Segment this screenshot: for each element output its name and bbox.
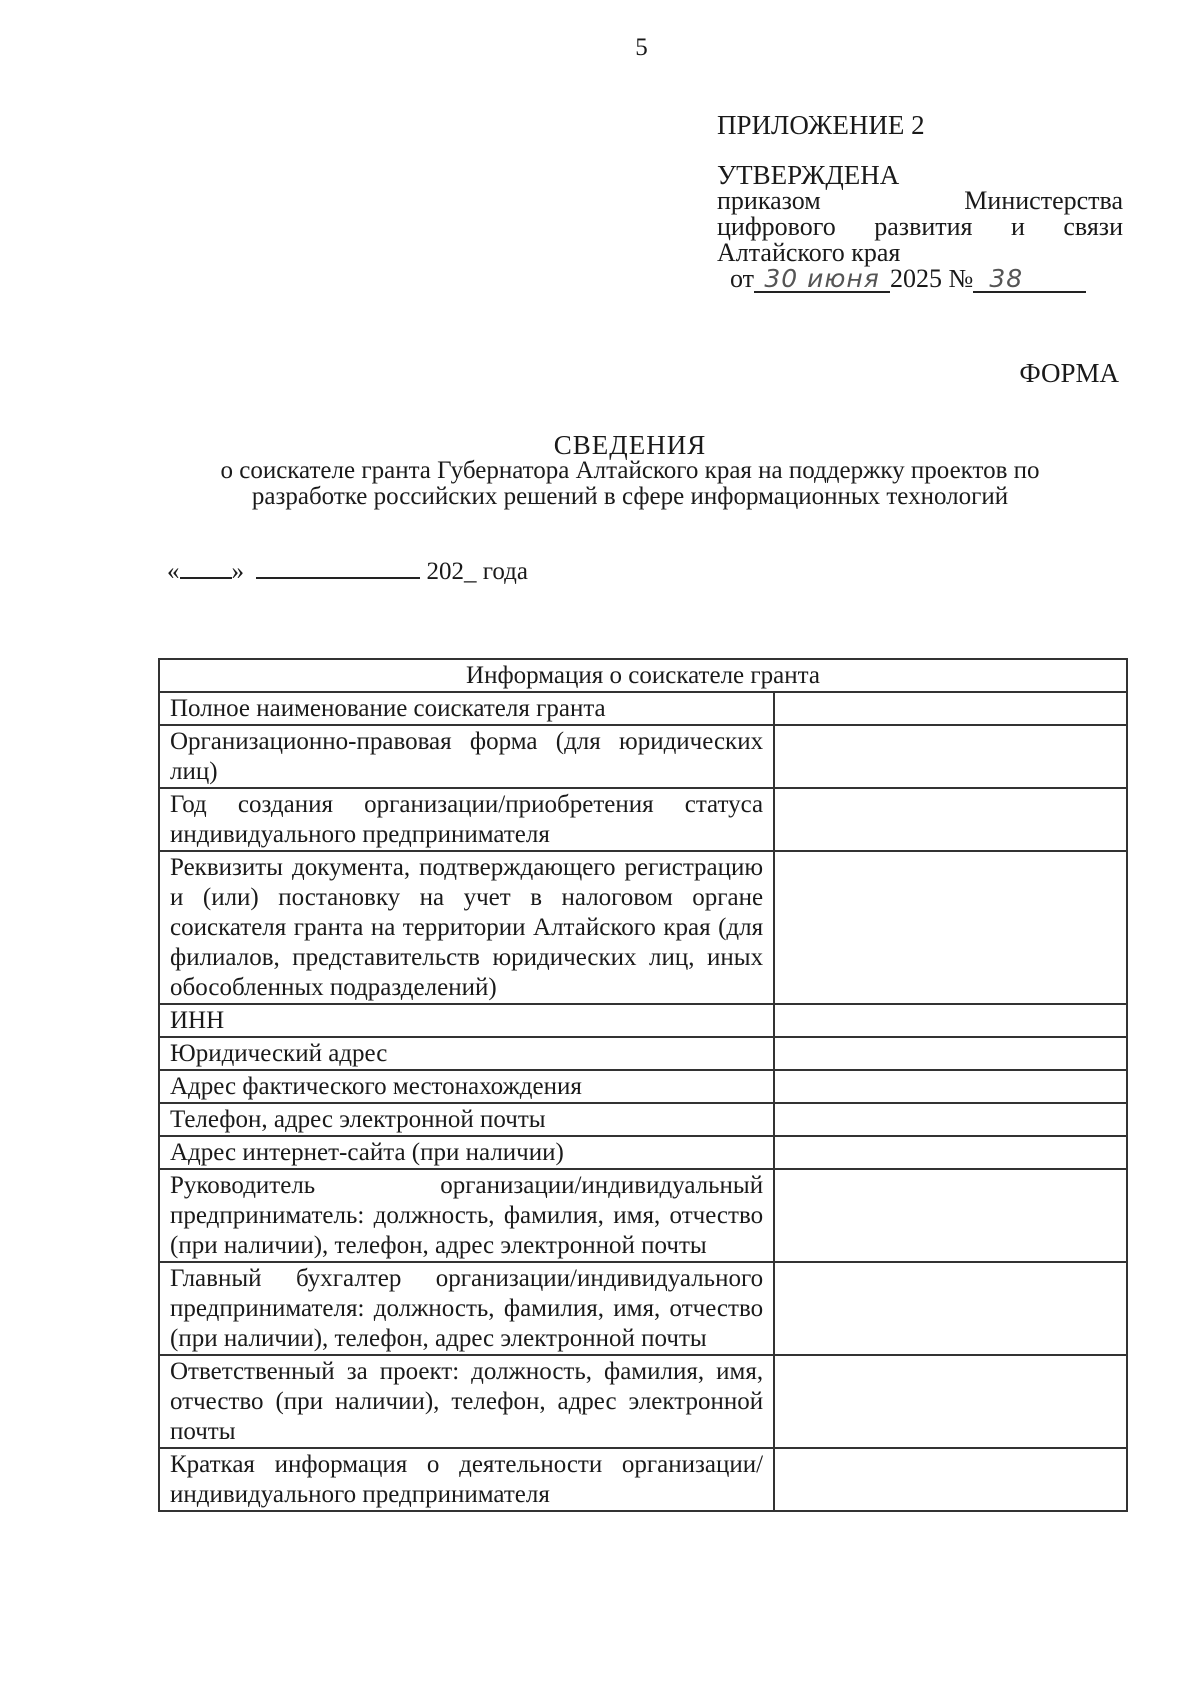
row-label: Реквизиты документа, подтверждающего регистрацию и (или) постановку на учет в налоговом органе соискателя гранта на территории Алтайского края (для филиалов, представительств юридических лиц, иных обособленных подразделений): [159, 851, 774, 1004]
row-value[interactable]: [774, 692, 1127, 725]
table-header: Информация о соискателе гранта: [159, 659, 1127, 692]
approval-date-prefix: от: [730, 264, 755, 293]
approval-line-2: цифрового развития и связи: [717, 212, 1123, 241]
table-row: [159, 1448, 1127, 1511]
row-value[interactable]: [774, 1262, 1127, 1355]
table-row: [159, 851, 1127, 1004]
row-value[interactable]: [774, 1169, 1127, 1262]
table-row: [159, 1136, 1127, 1169]
row-label: Главный бухгалтер организации/индивидуального предпринимателя: должность, фамилия, имя, отчество (при наличии), телефон, адрес электронной почты: [159, 1262, 774, 1355]
row-value[interactable]: [774, 1037, 1127, 1070]
date-close-quote: »: [231, 558, 244, 585]
row-label: Полное наименование соискателя гранта: [159, 692, 774, 725]
row-value[interactable]: [774, 851, 1127, 1004]
row-label: Руководитель организации/индивидуальный предприниматель: должность, фамилия, имя, отчество (при наличии), телефон, адрес электронной почты: [159, 1169, 774, 1262]
row-label: Ответственный за проект: должность, фамилия, имя, отчество (при наличии), телефон, адрес электронной почты: [159, 1355, 774, 1448]
row-label: Краткая информация о деятельности организации/индивидуального предпринимателя: [159, 1448, 774, 1511]
table-row: [159, 1037, 1127, 1070]
day-blank: [180, 555, 232, 579]
approval-block: [717, 162, 1123, 293]
row-value[interactable]: [774, 725, 1127, 788]
row-value[interactable]: [774, 1004, 1127, 1037]
approval-line-1: приказом Министерства: [717, 186, 1123, 215]
handwritten-number: 38: [989, 264, 1024, 293]
row-label: Телефон, адрес электронной почты: [159, 1103, 774, 1136]
approval-line-3: Алтайского края: [717, 238, 901, 267]
month-blank: [256, 555, 420, 579]
document-title-sub: о соискателе гранта Губернатора Алтайского края на поддержку проектов по разработке российских решений в сфере информационных технологий: [220, 457, 1040, 510]
date-open-quote: «: [167, 558, 180, 585]
row-label: ИНН: [159, 1004, 774, 1037]
row-value[interactable]: [774, 1136, 1127, 1169]
approval-year: 2025 №: [890, 264, 974, 293]
table-row: [159, 1355, 1127, 1448]
table-row: [159, 1070, 1127, 1103]
date-template: [167, 555, 528, 586]
table-row: [159, 1004, 1127, 1037]
table-row: [159, 1169, 1127, 1262]
handwritten-date: 30 июня: [764, 264, 880, 293]
applicant-info-table: [158, 658, 1128, 1512]
row-value[interactable]: [774, 1355, 1127, 1448]
row-value[interactable]: [774, 1070, 1127, 1103]
row-label: Адрес интернет-сайта (при наличии): [159, 1136, 774, 1169]
document-title-main: СВЕДЕНИЯ: [553, 430, 707, 460]
appendix-label: ПРИЛОЖЕНИЕ 2: [717, 110, 925, 140]
date-year-text: 202_ года: [426, 558, 528, 585]
row-label: Юридический адрес: [159, 1037, 774, 1070]
table-row: [159, 1103, 1127, 1136]
form-label: ФОРМА: [1019, 358, 1119, 388]
row-label: Год создания организации/приобретения статуса индивидуального предпринимателя: [159, 788, 774, 851]
table-header-row: [159, 659, 1127, 692]
approval-title: УТВЕРЖДЕНА: [717, 160, 900, 190]
page-number: 5: [635, 34, 648, 61]
row-value[interactable]: [774, 1448, 1127, 1511]
document-title: [180, 432, 1080, 510]
table-row: [159, 788, 1127, 851]
row-value[interactable]: [774, 788, 1127, 851]
table-row: [159, 725, 1127, 788]
table-row: [159, 1262, 1127, 1355]
row-label: Адрес фактического местонахождения: [159, 1070, 774, 1103]
table-row: [159, 692, 1127, 725]
approval-date-line: [730, 266, 1123, 293]
row-label: Организационно-правовая форма (для юридических лиц): [159, 725, 774, 788]
row-value[interactable]: [774, 1103, 1127, 1136]
